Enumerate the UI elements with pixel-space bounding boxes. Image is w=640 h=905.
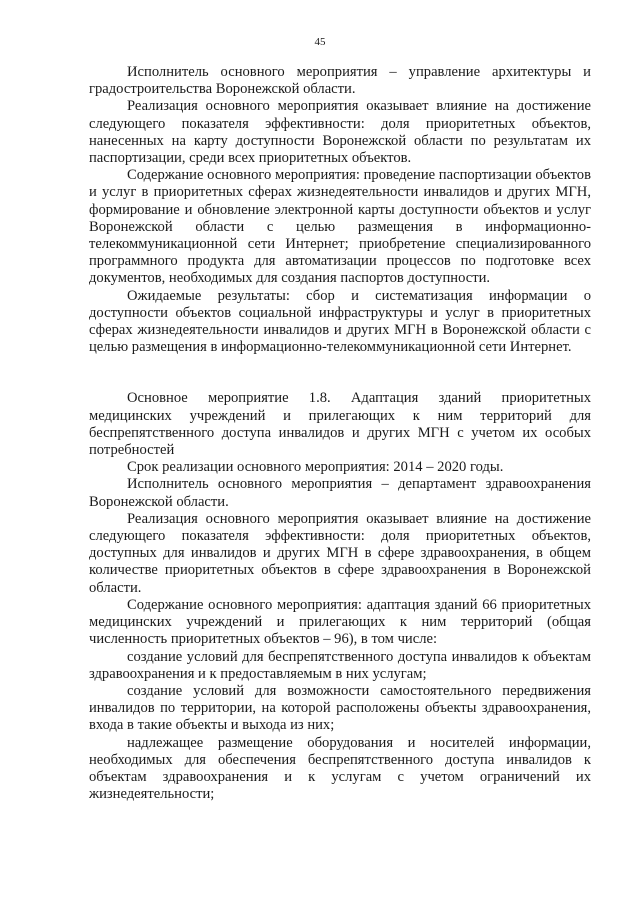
list-item-movement-conditions: создание условий для возможности самостоятельного передвижения инвалидов по территории, на которой расположены объекты здравоохранения, входа в такие объекты и выхода из них; [89,682,591,734]
paragraph-indicator-health: Реализация основного мероприятия оказывает влияние на достижение следующего показателя эффективности: доля приоритетных объектов, доступных для инвалидов и других МГН в сфере здравоохранения, в общем количестве приоритетных объектов в сфере здравоохранения в Воронежской области. [89,510,591,596]
page-number: 45 [314,36,326,48]
paragraph-executor-architecture: Исполнитель основного мероприятия – управление архитектуры и градостроительства Воронежской области. [89,64,591,98]
document-body [89,64,591,803]
paragraph-indicator-map: Реализация основного мероприятия оказывает влияние на достижение следующего показателя эффективности: доля приоритетных объектов, нанесенных на карту доступности Воронежской области по результатам их паспортизации, среди всех приоритетных объектов. [89,98,591,167]
paragraph-expected-results: Ожидаемые результаты: сбор и систематизация информации о доступности объектов социальной инфраструктуры и услуг в приоритетных сферах жизнедеятельности инвалидов и других МГН в Воронежской области с целью размещения в информационно-телекоммуникационной сети Интернет. [89,287,591,356]
paragraph-content-passportization: Содержание основного мероприятия: проведение паспортизации объектов и услуг в приоритетных сферах жизнедеятельности инвалидов и других МГН, формирование и обновление электронной карты доступности объектов и услуг Воронежской области с целью размещения в информационно-телекоммуникационной сети Интернет; приобретение специализированного программного продукта для автоматизации процессов по подготовке всех документов, необходимых для создания паспортов доступности. [89,167,591,287]
list-item-equipment-placement: надлежащее размещение оборудования и носителей информации, необходимых для обеспечения беспрепятственного доступа инвалидов к объектам здравоохранения и к услугам с учетом ограничений их жизнедеятельности; [89,734,591,803]
paragraph-measure-1-8-heading: Основное мероприятие 1.8. Адаптация зданий приоритетных медицинских учреждений и прилегающих к ним территорий для беспрепятственного доступа инвалидов и других МГН с учетом их особых потребностей [89,390,591,459]
paragraph-executor-health: Исполнитель основного мероприятия – департамент здравоохранения Воронежской области. [89,476,591,510]
list-item-access-conditions: создание условий для беспрепятственного доступа инвалидов к объектам здравоохранения и к предоставляемым в них услугам; [89,648,591,682]
paragraph-content-adaptation: Содержание основного мероприятия: адаптация зданий 66 приоритетных медицинских учреждений и прилегающих к ним территорий (общая численность приоритетных объектов – 96), в том числе: [89,596,591,648]
paragraph-implementation-period: Срок реализации основного мероприятия: 2014 – 2020 годы. [127,459,504,476]
